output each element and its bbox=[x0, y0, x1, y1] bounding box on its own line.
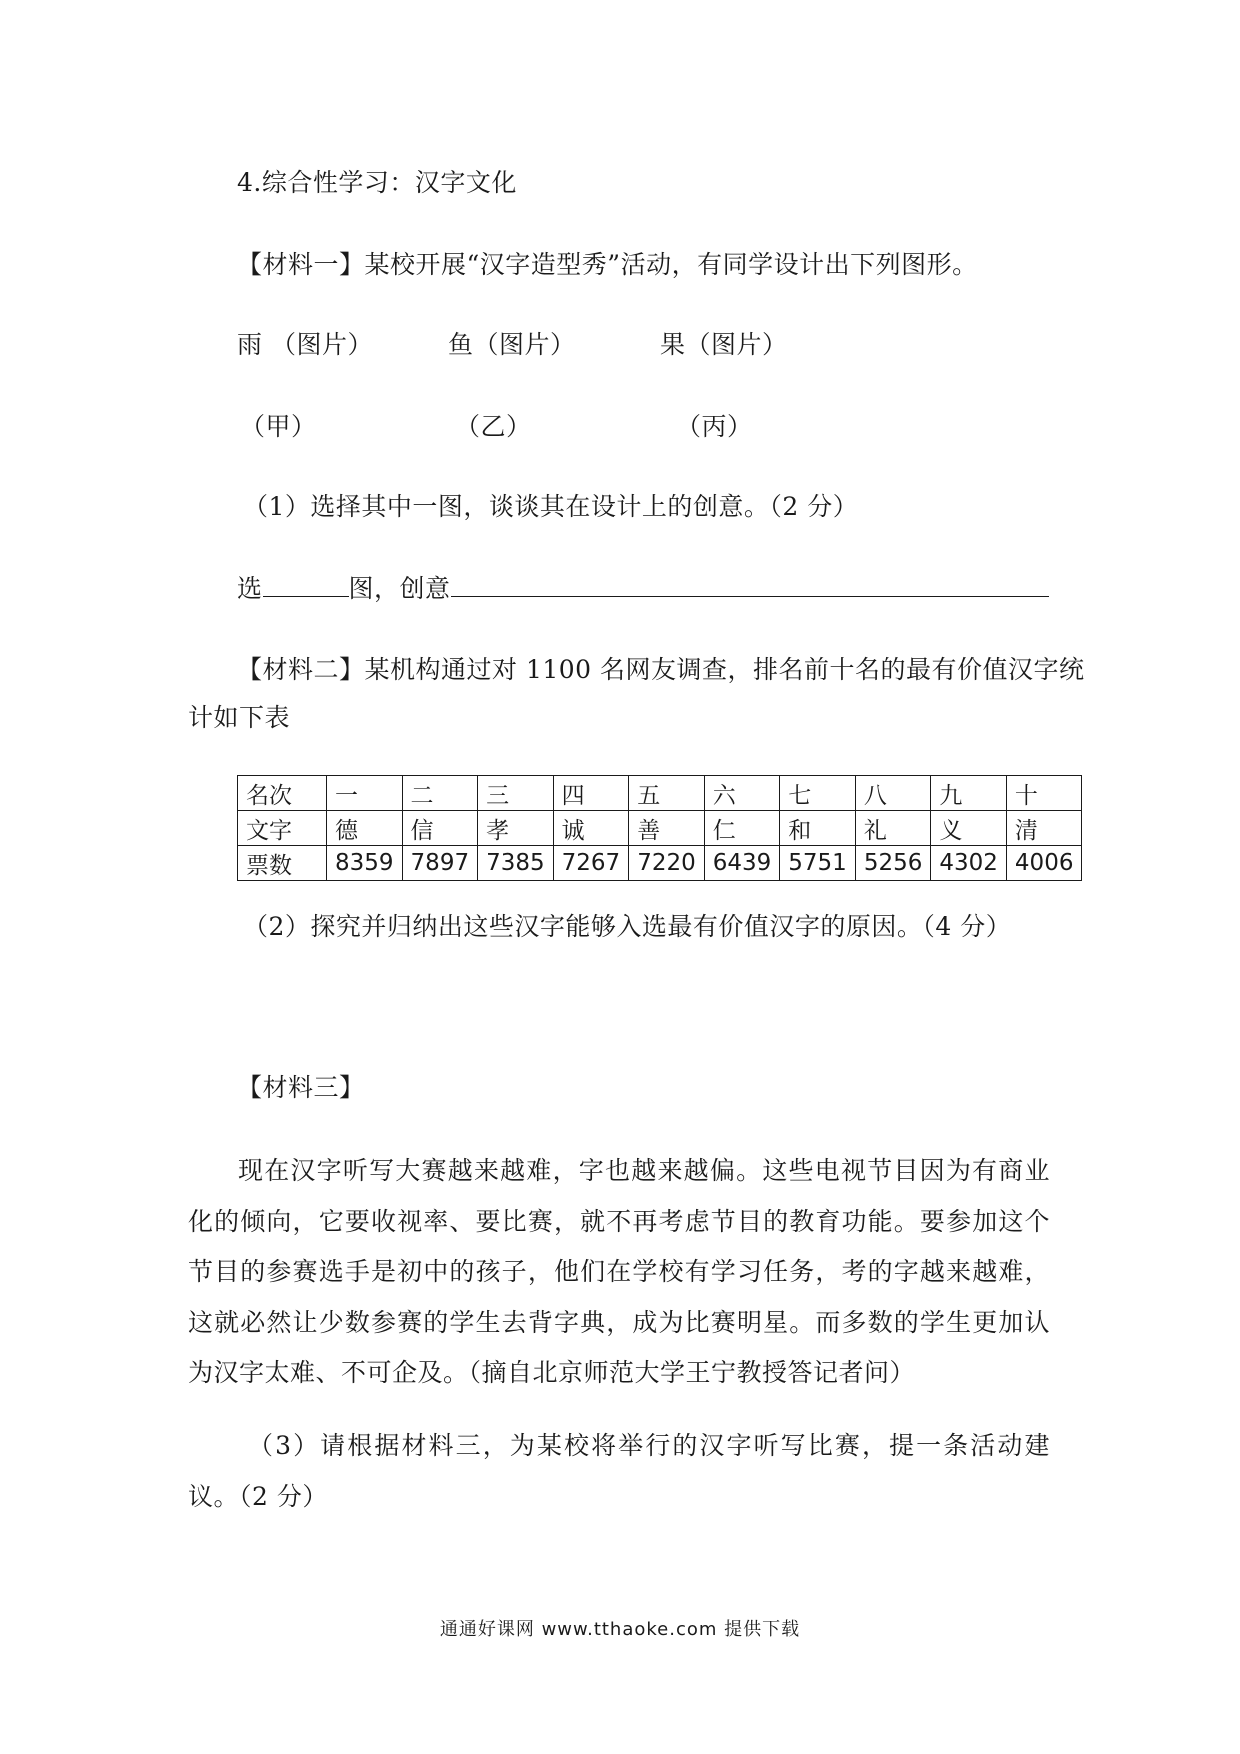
row-label-rank: 名次 bbox=[238, 776, 327, 811]
character-cell: 孝 bbox=[478, 811, 554, 846]
question-two-text: （2）探究并归纳出这些汉字能够入选最有价值汉字的原因。（4 分） bbox=[243, 912, 1012, 941]
votes-cell: 5256 bbox=[855, 846, 931, 881]
rank-cell: 九 bbox=[931, 776, 1007, 811]
character-cell: 信 bbox=[402, 811, 478, 846]
table-row-votes bbox=[238, 846, 1082, 881]
votes-cell: 4006 bbox=[1006, 846, 1082, 881]
rank-cell: 六 bbox=[704, 776, 780, 811]
image-label-guo-fruit: 果（图片） bbox=[660, 330, 788, 359]
rank-cell: 一 bbox=[327, 776, 403, 811]
image-label-yu-fish: 鱼（图片） bbox=[448, 330, 576, 359]
footer-watermark: 通通好课网 www.tthaoke.com 提供下载 bbox=[439, 1619, 801, 1640]
answer-prefix: 选 bbox=[237, 574, 263, 603]
rank-cell: 三 bbox=[478, 776, 554, 811]
figure-choice-blank[interactable] bbox=[263, 574, 349, 597]
votes-cell: 8359 bbox=[327, 846, 403, 881]
answer-middle: 图，创意 bbox=[348, 574, 451, 603]
rank-cell: 八 bbox=[855, 776, 931, 811]
character-cell: 诚 bbox=[553, 811, 629, 846]
rank-cell: 五 bbox=[629, 776, 705, 811]
votes-cell: 7897 bbox=[402, 846, 478, 881]
character-cell: 清 bbox=[1006, 811, 1082, 846]
rank-cell: 十 bbox=[1006, 776, 1082, 811]
question-three-text: （3）请根据材料三，为某校将举行的汉字听写比赛，提一条活动建议。（2 分） bbox=[188, 1431, 1050, 1511]
question-one-answer-line bbox=[237, 574, 1049, 604]
material-two-line2: 计如下表 bbox=[188, 703, 291, 732]
question-title: 4.综合性学习：汉字文化 bbox=[237, 168, 517, 197]
image-label-yu-rain: 雨 （图片） bbox=[237, 330, 373, 359]
rank-cell: 二 bbox=[402, 776, 478, 811]
votes-cell: 7385 bbox=[478, 846, 554, 881]
votes-cell: 4302 bbox=[931, 846, 1007, 881]
image-caption-yi: （乙） bbox=[455, 412, 532, 441]
row-label-character: 文字 bbox=[238, 811, 327, 846]
character-cell: 德 bbox=[327, 811, 403, 846]
material-three-paragraph: 现在汉字听写大赛越来越难，字也越来越偏。这些电视节目因为有商业化的倾向，它要收视率、要比赛，就不再考虑节目的教育功能。要参加这个节目的参赛选手是初中的孩子，他们在学校有学习任务，考的字越来越难，这就必然让少数参赛的学生去背字典，成为比赛明星。而多数的学生更加认为汉字太难、不可企及。（摘自北京师范大学王宁教授答记者问） bbox=[188, 1156, 1050, 1388]
votes-cell: 7267 bbox=[553, 846, 629, 881]
question-one-text: （1）选择其中一图，谈谈其在设计上的创意。（2 分） bbox=[243, 492, 859, 521]
material-two-line1: 【材料二】某机构通过对 1100 名网友调查，排名前十名的最有价值汉字统 bbox=[237, 655, 1085, 684]
material-one-text: 【材料一】某校开展“汉字造型秀”活动，有同学设计出下列图形。 bbox=[237, 250, 978, 279]
table-row-characters bbox=[238, 811, 1082, 846]
votes-cell: 5751 bbox=[780, 846, 856, 881]
rank-cell: 七 bbox=[780, 776, 856, 811]
image-caption-jia: （甲） bbox=[240, 412, 317, 441]
row-label-votes: 票数 bbox=[238, 846, 327, 881]
creativity-answer-blank[interactable] bbox=[451, 574, 1049, 597]
material-three-heading: 【材料三】 bbox=[237, 1073, 365, 1102]
valuable-characters-table bbox=[237, 775, 1082, 881]
character-cell: 礼 bbox=[855, 811, 931, 846]
votes-cell: 6439 bbox=[704, 846, 780, 881]
votes-cell: 7220 bbox=[629, 846, 705, 881]
character-cell: 和 bbox=[780, 811, 856, 846]
character-cell: 仁 bbox=[704, 811, 780, 846]
character-cell: 善 bbox=[629, 811, 705, 846]
rank-cell: 四 bbox=[553, 776, 629, 811]
character-cell: 义 bbox=[931, 811, 1007, 846]
table-row-ranks bbox=[238, 776, 1082, 811]
image-caption-bing: （丙） bbox=[676, 412, 753, 441]
